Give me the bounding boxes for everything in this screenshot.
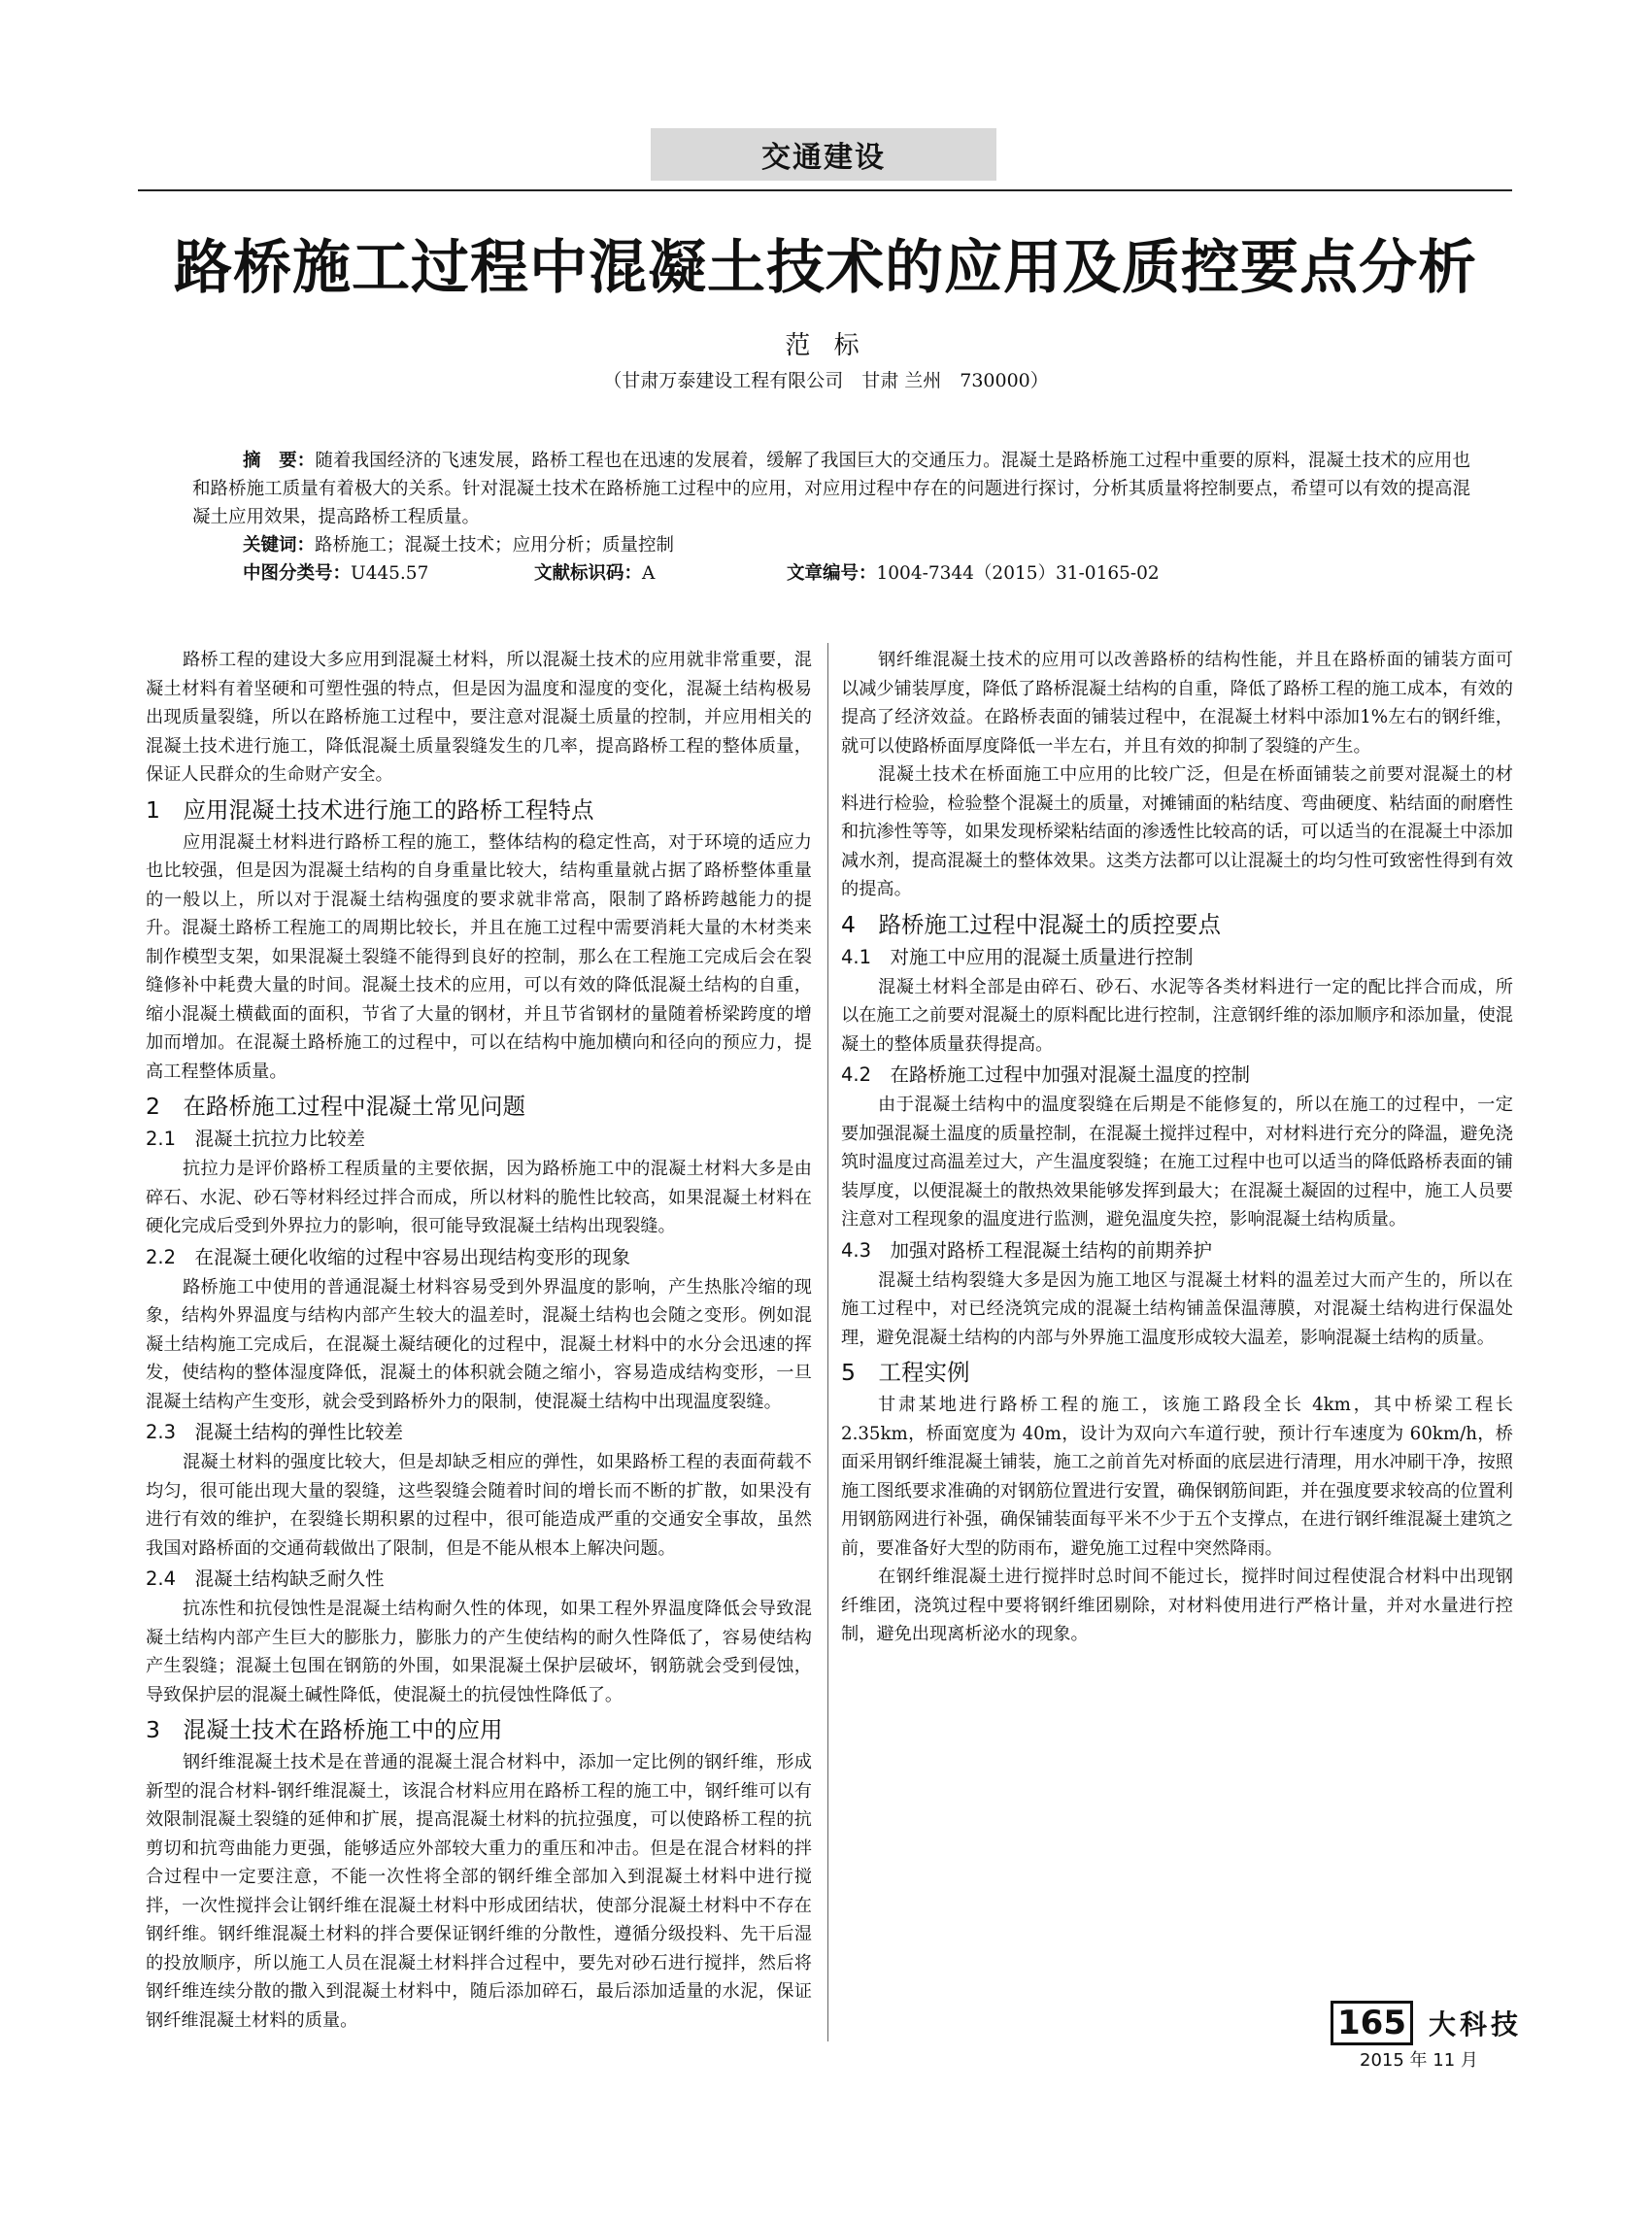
doc-code-value: A [642, 563, 656, 584]
clc-value: U445.57 [351, 563, 429, 584]
section-3-heading: 3 混凝土技术在路桥施工中的应用 [146, 1716, 503, 1743]
article-no-value: 1004-7344（2015）31-0165-02 [876, 563, 1160, 584]
section-4-3-heading: 4.3 加强对路桥工程混凝土结构的前期养护 [841, 1238, 1213, 1262]
doc-code-field [534, 559, 787, 588]
column-divider [827, 643, 828, 2041]
author-affiliation: （甘肃万泰建设工程有限公司 甘肃 兰州 730000） [603, 370, 1049, 391]
keywords-line [192, 531, 1470, 559]
section-tag: 交通建设 [651, 128, 996, 181]
doc-code-label: 文献标识码： [534, 563, 643, 584]
article-no-label: 文章编号： [787, 563, 877, 584]
section-2-2-paragraph: 路桥施工中使用的普通混凝土材料容易受到外界温度的影响，产生热胀冷缩的现象，结构外界温度与结构内部产生较大的温差时，混凝土结构也会随之变形。例如混凝土结构施工完成后，在混凝土凝结硬化的过程中，混凝土材料中的水分会迅速的挥发，使结构的整体湿度降低，混凝土的体积就会随之缩小，容易造成结构变形，一旦混凝土结构产生变形，就会受到路桥外力的限制，使混凝土结构中出现温度裂缝。 [146, 1276, 812, 1412]
left-column [146, 646, 812, 2031]
right-column [841, 646, 1513, 2025]
section-5-paragraph-1: 甘肃某地进行路桥工程的施工，该施工路段全长 4km，其中桥梁工程长 2.35km，桥面宽度为 40m，设计为双向六车道行驶，预计行车速度为 60km/h，桥面采用钢纤维混凝土铺装，施工之前首先对桥面的底层进行清理，用水冲刷干净，按照施工图纸要求准确的对钢筋位置进行安置，确保钢筋间距，并在强度要求较高的位置利用钢筋网进行补强，确保铺装面每平米不少于五个支撑点，在进行钢纤维混凝土建筑之前，要准备好大型的防雨布，避免施工过程中突然降雨。 [841, 1395, 1513, 1559]
section-2-1-paragraph: 抗拉力是评价路桥工程质量的主要依据，因为路桥施工中的混凝土材料大多是由碎石、水泥、砂石等材料经过拌合而成，所以材料的脆性比较高，如果混凝土材料在硬化完成后受到外界拉力的影响，很可能导致混凝土结构出现裂缝。 [146, 1159, 812, 1236]
section-3-paragraph-1: 钢纤维混凝土技术是在普通的混凝土混合材料中，添加一定比例的钢纤维，形成新型的混合材料-钢纤维混凝土，该混合材料应用在路桥工程的施工中，钢纤维可以有效限制混凝土裂缝的延伸和扩展，提高混凝土材料的抗拉强度，可以使路桥工程的抗剪切和抗弯曲能力更强，能够适应外部较大重力的重压和冲击。但是在混合材料的拌合过程中一定要注意，不能一次性将全部的钢纤维全部加入到混凝土材料中进行搅拌，一次性搅拌会让钢纤维在混凝土材料中形成团结状，使部分混凝土材料中不存在钢纤维。钢纤维混凝土材料的拌合要保证钢纤维的分散性，遵循分级投料、先干后湿的投放顺序，所以施工人员在混凝土材料拌合过程中，要先对砂石进行搅拌，然后将钢纤维连续分散的撒入到混凝土材料中，随后添加碎石，最后添加适量的水泥，保证钢纤维混凝土材料的质量。 [146, 1752, 812, 2031]
section-2-heading: 2 在路桥施工过程中混凝土常见问题 [146, 1093, 525, 1120]
section-4-heading: 4 路桥施工过程中混凝土的质控要点 [841, 910, 1221, 938]
section-2-4-paragraph: 抗冻性和抗侵蚀性是混凝土结构耐久性的体现，如果工程外界温度降低会导致混凝土结构内部产生巨大的膨胀力，膨胀力的产生使结构的耐久性降低了，容易使结构产生裂缝；混凝土包围在钢筋的外围，如果混凝土保护层破坏，钢筋就会受到侵蚀，导致保护层的混凝土碱性降低，使混凝土的抗侵蚀性降低了。 [146, 1599, 812, 1705]
section-4-1-paragraph: 混凝土材料全部是由碎石、砂石、水泥等各类材料进行一定的配比拌合而成，所以在施工之前要对混凝土的原料配比进行控制，注意钢纤维的添加顺序和添加量，使混凝土的整体质量获得提高。 [841, 976, 1513, 1055]
section-4-1-heading: 4.1 对施工中应用的混凝土质量进行控制 [841, 945, 1194, 968]
section-2-3-heading: 2.3 混凝土结构的弹性比较差 [146, 1421, 404, 1443]
clc-label: 中图分类号： [243, 563, 352, 584]
abstract-text: 随着我国经济的飞速发展，路桥工程也在迅速的发展着，缓解了我国巨大的交通压力。混凝土是路桥施工过程中重要的原料，混凝土技术的应用也和路桥施工质量有着极大的关系。针对混凝土技术在路桥施工过程中的应用，对应用过程中存在的问题进行探讨，分析其质量将控制要点，希望可以有效的提高混凝土应用效果，提高路桥工程质量。 [192, 451, 1470, 527]
intro-paragraph: 路桥工程的建设大多应用到混凝土材料，所以混凝土技术的应用就非常重要，混凝土材料有着坚硬和可塑性强的特点，但是因为温度和湿度的变化，混凝土结构极易出现质量裂缝，所以在路桥施工过程中，要注意对混凝土质量的控制，并应用相关的混凝土技术进行施工，降低混凝土质量裂缝发生的几率，提高路桥工程的整体质量，保证人民群众的生命财产安全。 [146, 650, 812, 785]
header-rule [138, 189, 1512, 191]
section-4-3-paragraph: 混凝土结构裂缝大多是因为施工地区与混凝土材料的温差过大而产生的，所以在施工过程中，对已经浇筑完成的混凝土结构铺盖保温薄膜，对混凝土结构进行保温处理，避免混凝土结构的内部与外界施工温度形成较大温差，影响混凝土结构的质量。 [841, 1269, 1513, 1348]
section-3-paragraph-3: 混凝土技术在桥面施工中应用的比较广泛，但是在桥面铺装之前要对混凝土的材料进行检验，检验整个混凝土的质量，对摊铺面的粘结度、弯曲硬度、粘结面的耐磨性和抗渗性等等，如果发现桥梁粘结面的渗透性比较高的话，可以适当的在混凝土中添加减水剂，提高混凝土的整体效果。这类方法都可以让混凝土的均匀性可致密性得到有效的提高。 [841, 764, 1513, 899]
keywords-label: 关键词： [243, 535, 316, 556]
classification-line [192, 559, 1470, 588]
issue-date: 2015 年 11 月 [1360, 2050, 1478, 2071]
journal-name: 大科技 [1428, 2008, 1522, 2040]
abstract-block [192, 447, 1470, 588]
section-3-paragraph-2: 钢纤维混凝土技术的应用可以改善路桥的结构性能，并且在路桥面的铺装方面可以减少铺装厚度，降低了路桥混凝土结构的自重，降低了路桥工程的施工成本，有效的提高了经济效益。在路桥表面的铺装过程中，在混凝土材料中添加1%左右的钢纤维，就可以使路桥面厚度降低一半左右，并且有效的抑制了裂缝的产生。 [841, 650, 1513, 757]
section-2-2-heading: 2.2 在混凝土硬化收缩的过程中容易出现结构变形的现象 [146, 1245, 631, 1268]
article-no-field [787, 559, 1160, 588]
section-5-paragraph-2: 在钢纤维混凝土进行搅拌时总时间不能过长，搅拌时间过程使混合材料中出现钢纤维团，浇筑过程中要将钢纤维团剔除，对材料使用进行严格计量，并对水量进行控制，避免出现离析泌水的现象。 [841, 1567, 1513, 1644]
section-4-2-paragraph: 由于混凝土结构中的温度裂缝在后期是不能修复的，所以在施工的过程中，一定要加强混凝土温度的质量控制，在混凝土搅拌过程中，对材料进行充分的降温，避免浇筑时温度过高温差过大，产生温度裂缝；在施工过程中也可以适当的降低路桥表面的铺装厚度，以便混凝土的散热效果能够发挥到最大；在混凝土凝固的过程中，施工人员要注意对工程现象的温度进行监测，避免温度失控，影响混凝土结构质量。 [841, 1095, 1513, 1230]
abstract-paragraph [192, 447, 1470, 531]
abstract-label: 摘 要： [243, 451, 316, 471]
clc-field [243, 559, 534, 588]
keywords-text: 路桥施工；混凝土技术；应用分析；质量控制 [315, 535, 675, 556]
section-4-2-heading: 4.2 在路桥施工过程中加强对混凝土温度的控制 [841, 1063, 1251, 1086]
section-2-4-heading: 2.4 混凝土结构缺乏耐久性 [146, 1568, 385, 1590]
author-name: 范 标 [785, 331, 867, 360]
section-1-paragraph: 应用混凝土材料进行路桥工程的施工，整体结构的稳定性高，对于环境的适应力也比较强，但是因为混凝土结构的自身重量比较大，结构重量就占据了路桥整体重量的一般以上，所以对于混凝土结构强度的要求就非常高，限制了路桥跨越能力的提升。混凝土路桥工程施工的周期比较长，并且在施工过程中需要消耗大量的木材类来制作模型支架，如果混凝土裂缝不能得到良好的控制，那么在工程施工完成后会在裂缝修补中耗费大量的时间。混凝土技术的应用，可以有效的降低混凝土结构的自重，缩小混凝土横截面的面积，节省了大量的钢材，并且节省钢材的量随着桥梁跨度的增加而增加。在混凝土路桥施工的过程中，可以在结构中施加横向和径向的预应力，提高工程整体质量。 [146, 831, 812, 1082]
page-folio [1331, 2001, 1522, 2045]
section-1-heading: 1 应用混凝土技术进行施工的路桥工程特点 [146, 795, 594, 824]
section-2-3-paragraph: 混凝土材料的强度比较大，但是却缺乏相应的弹性，如果路桥工程的表面荷载不均匀，很可能出现大量的裂缝，这些裂缝会随着时间的增长而不断的扩散，如果没有进行有效的维护，在裂缝长期积累的过程中，很可能造成严重的交通安全事故，虽然我国对路桥面的交通荷载做出了限制，但是不能从根本上解决问题。 [146, 1452, 812, 1559]
section-2-1-heading: 2.1 混凝土抗拉力比较差 [146, 1128, 366, 1150]
page-number: 165 [1331, 2001, 1413, 2045]
article-title: 路桥施工过程中混凝土技术的应用及质控要点分析 [174, 234, 1477, 302]
section-5-heading: 5 工程实例 [841, 1359, 970, 1386]
